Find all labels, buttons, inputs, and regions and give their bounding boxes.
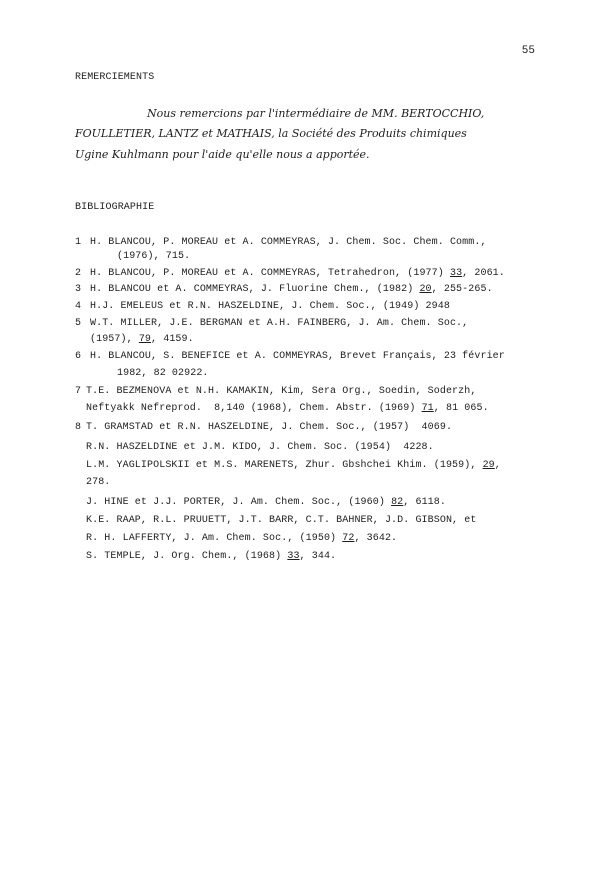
reference-volume: 33 [449, 268, 463, 279]
acknowledgments-line: FOULLETIER, LANTZ et MATHAIS, la Société des Produits chimiques [75, 127, 467, 140]
bibliography-heading: BIBLIOGRAPHIE [75, 202, 155, 213]
reference-line: 1982, 82 02922. [117, 368, 209, 379]
reference-line [86, 533, 397, 544]
reference-line: H.J. EMELEUS et R.N. HASZELDINE, J. Chem. Soc., (1949) 2948 [90, 301, 450, 312]
reference-text: H. BLANCOU, P. MOREAU et A. COMMEYRAS, Tetrahedron, (1977) [90, 268, 450, 279]
reference-text: J. HINE et J.J. PORTER, J. Am. Chem. Soc., (1960) [86, 497, 392, 508]
reference-number: 2 [75, 268, 82, 279]
reference-volume: 72 [342, 533, 355, 544]
reference-text: , 2061. [462, 268, 505, 279]
reference-text: , 4159. [151, 334, 194, 345]
reference-line [90, 268, 505, 279]
reference-line: R.N. HASZELDINE et J.M. KIDO, J. Chem. Soc. (1954) 4228. [86, 442, 434, 453]
reference-line: (1976), 715. [117, 251, 191, 262]
reference-line: W.T. MILLER, J.E. BERGMAN et A.H. FAINBERG, J. Am. Chem. Soc., [90, 318, 469, 329]
reference-text: L.M. YAGLIPOLSKII et M.S. MARENETS, Zhur. Gbshchei Khim. (1959), [86, 460, 483, 471]
reference-number: 1 [75, 237, 82, 248]
reference-number: 4 [75, 301, 82, 312]
reference-text: , 6118. [403, 497, 446, 508]
reference-line [90, 334, 194, 345]
reference-volume: 20 [419, 284, 432, 295]
reference-volume: 29 [482, 460, 495, 471]
reference-text: , 3642. [354, 533, 398, 544]
reference-line [86, 497, 446, 508]
reference-line: H. BLANCOU, P. MOREAU et A. COMMEYRAS, J. Chem. Soc. Chem. Comm., [90, 237, 487, 248]
reference-line: T. GRAMSTAD et R.N. HASZELDINE, J. Chem. Soc., (1957) 4069. [86, 422, 453, 433]
reference-volume: 79 [138, 334, 152, 345]
reference-text: , [494, 460, 501, 471]
reference-volume: 71 [421, 403, 434, 414]
acknowledgments-line: Ugine Kuhlmann pour l'aide qu'elle nous a apportée. [75, 148, 370, 161]
reference-text: , 81 065. [433, 403, 489, 414]
reference-text: , 255-265. [431, 284, 493, 295]
reference-text: R. H. LAFFERTY, J. Am. Chem. Soc., (1950) [86, 533, 343, 544]
reference-line: K.E. RAAP, R.L. PRUUETT, J.T. BARR, C.T. BAHNER, J.D. GIBSON, et [86, 515, 477, 526]
reference-number: 8 [75, 422, 82, 433]
reference-number: 6 [75, 351, 82, 362]
acknowledgments-line: Nous remercions par l'intermédiaire de MM. BERTOCCHIO, [147, 107, 485, 120]
reference-text: S. TEMPLE, J. Org. Chem., (1968) [86, 551, 288, 562]
reference-text: H. BLANCOU et A. COMMEYRAS, J. Fluorine Chem., (1982) [90, 284, 420, 295]
reference-line [86, 403, 489, 414]
reference-line [90, 284, 493, 295]
reference-number: 7 [75, 386, 82, 397]
reference-line: 278. [86, 477, 111, 488]
reference-line [86, 460, 501, 471]
reference-line: T.E. BEZMENOVA et N.H. KAMAKIN, Kim, Sera Org., Soedin, Soderzh, [86, 386, 477, 397]
reference-volume: 33 [287, 551, 300, 562]
reference-number: 3 [75, 284, 82, 295]
reference-text: , 344. [299, 551, 337, 562]
page-number: 55 [521, 45, 535, 57]
reference-line: H. BLANCOU, S. BENEFICE et A. COMMEYRAS, Brevet Français, 23 février [90, 351, 505, 362]
reference-number: 5 [75, 318, 82, 329]
acknowledgments-heading: REMERCIEMENTS [75, 72, 155, 83]
reference-text: (1957), [90, 334, 139, 345]
reference-text: Neftyakk Nefreprod. 8,140 (1968), Chem. Abstr. (1969) [86, 403, 422, 414]
reference-volume: 82 [391, 497, 404, 508]
reference-line [86, 551, 336, 562]
